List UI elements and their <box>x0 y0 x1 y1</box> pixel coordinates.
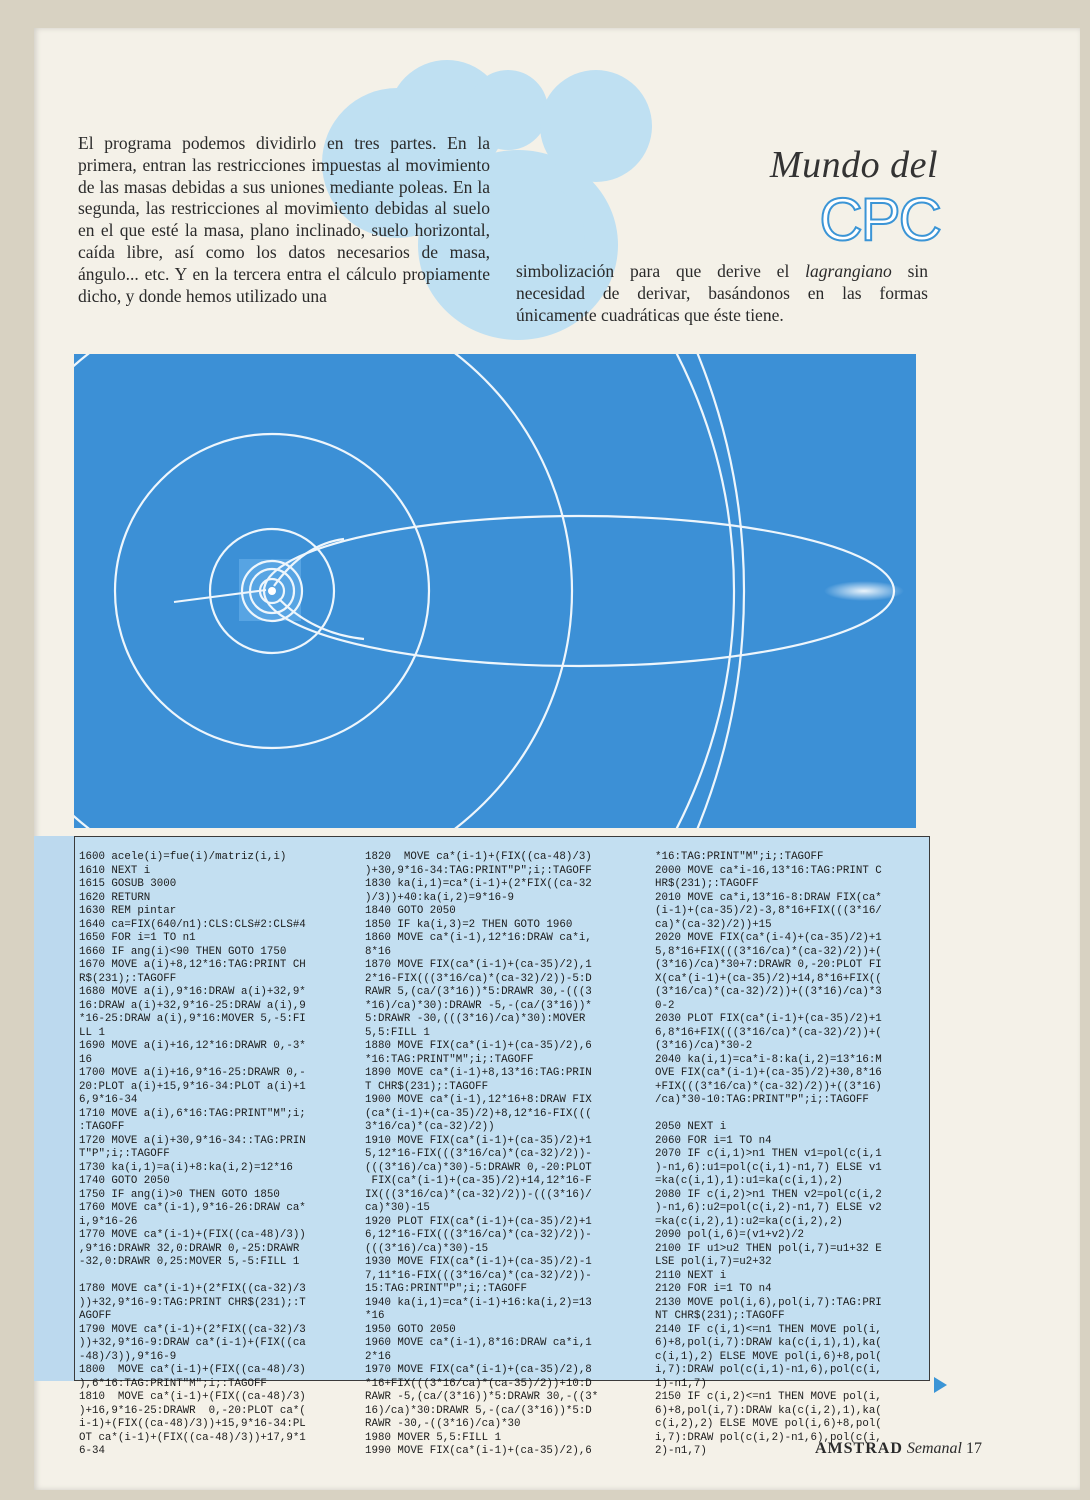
section-title: Mundo del <box>769 144 938 186</box>
magazine-edition: Semanal <box>906 1440 962 1457</box>
orbit-rings <box>74 354 894 828</box>
orbit-graphic <box>74 354 916 828</box>
continue-arrow-icon <box>934 1377 947 1393</box>
code-column-2: 1820 MOVE ca*(i-1)+(FIX((ca-48)/3) )+30,9*16-34:TAG:PRINT"P";i;:TAGOFF 1830 ka(i,1)=ca*(i-1)+(2*FIX((ca-32 )/3))+40:ka(i,2)=9*16-9 1840 GOTO 2050 1850 IF ka(i,3)=2 THEN GOTO 1960 1860 MOVE ca*(i-1),12*16:DRAW ca*i, 8*16 1870 MOVE FIX(ca*(i-1)+(ca-35)/2),1 2*16-FIX(((3*16/ca)*(ca-32)/2))-5:D RAWR 5,(ca/(3*16))*5:DRAWR 30,-(((3 *16)/ca)*30):DRAWR -5,-(ca/(3*16))* 5:DRAWR -30,(((3*16)/ca)*30):MOVER 5,5:FILL 1 1880 MOVE FIX(ca*(i-1)+(ca-35)/2),6 *16:TAG:PRINT"M";i;:TAGOFF 1890 MOVE ca*(i-1)+8,13*16:TAG:PRIN T CHR$(231);:TAGOFF 1900 MOVE ca*(i-1),12*16+8:DRAW FIX (ca*(i-1)+(ca-35)/2)+8,12*16-FIX((( 3*16/ca)*(ca-32)/2)) 1910 MOVE FIX(ca*(i-1)+(ca-35)/2)+1 5,12*16-FIX(((3*16/ca)*(ca-32)/2))- (((3*16)/ca)*30)-5:DRAWR 0,-20:PLOT FIX(ca*(i-1)+(ca-35)/2)+14,12*16-F IX(((3*16/ca)*(ca-32)/2))-(((3*16)/ ca)*30)-15 1920 PLOT FIX(ca*(i-1)+(ca-35)/2)+1 6,12*16-FIX(((3*16/ca)*(ca-32)/2))- (((3*16)/ca)*30)-15 1930 MOVE FIX(ca*(i-1)+(ca-35)/2)-1 7,11*16-FIX(((3*16/ca)*(ca-32)/2))- 15:TAG:PRINT"P";i;:TAGOFF 1940 ka(i,1)=ca*(i-1)+16:ka(i,2)=13 *16 1950 GOTO 2050 1960 MOVE ca*(i-1),8*16:DRAW ca*i,1 2*16 1970 MOVE FIX(ca*(i-1)+(ca-35)/2),8 *16+FIX(((3*16/ca)*(ca-35)/2))+10:D RAWR -5,(ca/(3*16))*5:DRAWR 30,-((3* 16)/ca)*30:DRAWR 5,-(ca/(3*16))*5:D RAWR -30,-((3*16)/ca)*30 1980 MOVER 5,5:FILL 1 1990 MOVE FIX(ca*(i-1)+(ca-35)/2),6 <box>365 851 599 1457</box>
intro-right-start: simbolización para que derive el <box>516 261 806 281</box>
intro-text-left: El programa podemos dividirlo en tres partes. En la primera, entran las restricciones impuestas al movimiento de las masas debidas a sus uniones mediante poleas. En la segunda, las restricciones al movimiento debidas al suelo en el que esté la masa, plano inclinado, suelo horizontal, caída libre, así como los datos necesarios de masa, ángulo... etc. Y en la tercera entra el cálculo propiamente dicho, y donde hemos utilizado una <box>78 133 490 306</box>
code-column-1: 1600 acele(i)=fue(i)/matriz(i,i) 1610 NEXT i 1615 GOSUB 3000 1620 RETURN 1630 REM pintar 1640 ca=FIX(640/n1):CLS:CLS#2:CLS#4 1650 FOR i=1 TO n1 1660 IF ang(i)<90 THEN GOTO 1750 1670 MOVE a(i)+8,12*16:TAG:PRINT CH R$(231);:TAGOFF 1680 MOVE a(i),9*16:DRAW a(i)+32,9* 16:DRAW a(i)+32,9*16-25:DRAW a(i),9 *16-25:DRAW a(i),9*16:MOVER 5,-5:FI LL 1 1690 MOVE a(i)+16,12*16:DRAWR 0,-3* 16 1700 MOVE a(i)+16,9*16-25:DRAWR 0,- 20:PLOT a(i)+15,9*16-34:PLOT a(i)+1 6,9*16-34 1710 MOVE a(i),6*16:TAG:PRINT"M";i; :TAGOFF 1720 MOVE a(i)+30,9*16-34::TAG:PRIN T"P";i;:TAGOFF 1730 ka(i,1)=a(i)+8:ka(i,2)=12*16 1740 GOTO 2050 1750 IF ang(i)>0 THEN GOTO 1850 1760 MOVE ca*(i-1),9*16-26:DRAW ca* i,9*16-26 1770 MOVE ca*(i-1)+(FIX((ca-48)/3)) ,9*16:DRAWR 32,0:DRAWR 0,-25:DRAWR -32,0:DRAWR 0,25:MOVER 5,-5:FILL 1 1780 MOVE ca*(i-1)+(2*FIX((ca-32)/3 ))+32,9*16-9:TAG:PRINT CHR$(231);:T AGOFF 1790 MOVE ca*(i-1)+(2*FIX((ca-32)/3 ))+32,9*16-9:DRAW ca*(i-1)+(FIX((ca -48)/3)),9*16-9 1800 MOVE ca*(i-1)+(FIX((ca-48)/3) ),6*16:TAG:PRINT"M";i;:TAGOFF 1810 MOVE ca*(i-1)+(FIX((ca-48)/3) )+16,9*16-25:DRAWR 0,-20:PLOT ca*( i-1)+(FIX((ca-48)/3))+15,9*16-34:PL OT ca*(i-1)+(FIX((ca-48)/3))+17,9*1 6-34 <box>79 851 306 1457</box>
listing-side-strip <box>34 836 74 1381</box>
lagrangiano-term: lagrangiano <box>805 261 892 281</box>
intro-right-end: sin necesidad de derivar, basándonos en las formas únicamente cuadráticas que éste tiene. <box>516 261 928 325</box>
orbit-illustration <box>74 354 916 828</box>
page-footer <box>815 1440 982 1458</box>
bubble-shape <box>540 70 652 182</box>
code-column-3: *16:TAG:PRINT"M";i;:TAGOFF 2000 MOVE ca*i-16,13*16:TAG:PRINT C HR$(231);:TAGOFF 2010 MOVE ca*i,13*16-8:DRAW FIX(ca* (i-1)+(ca-35)/2)-3,8*16+FIX(((3*16/ ca)*(ca-32)/2))+15 2020 MOVE FIX(ca*(i-4)+(ca-35)/2)+1 5,8*16+FIX(((3*16/ca)*(ca-32)/2))+( (3*16)/ca)*30+7:DRAWR 0,-20:PLOT FI X(ca*(i-1)+(ca-35)/2)+14,8*16+FIX(( (3*16/ca)*(ca-32)/2))+((3*16)/ca)*3 0-2 2030 PLOT FIX(ca*(i-1)+(ca-35)/2)+1 6,8*16+FIX(((3*16/ca)*(ca-32)/2))+( (3*16)/ca)*30-2 2040 ka(i,1)=ca*i-8:ka(i,2)=13*16:M OVE FIX(ca*(i-1)+(ca-35)/2)+30,8*16 +FIX(((3*16/ca)*(ca-32)/2))+((3*16) /ca)*30-10:TAG:PRINT"P";i;:TAGOFF 2050 NEXT i 2060 FOR i=1 TO n4 2070 IF c(i,1)>n1 THEN v1=pol(c(i,1 )-n1,6):u1=pol(c(i,1)-n1,7) ELSE v1 =ka(c(i,1),1):u1=ka(c(i,1),2) 2080 IF c(i,2)>n1 THEN v2=pol(c(i,2 )-n1,6):u2=pol(c(i,2)-n1,7) ELSE v2 =ka(c(i,2),1):u2=ka(c(i,2),2) 2090 pol(i,6)=(v1+v2)/2 2100 IF u1>u2 THEN pol(i,7)=u1+32 E LSE pol(i,7)=u2+32 2110 NEXT i 2120 FOR i=1 TO n4 2130 MOVE pol(i,6),pol(i,7):TAG:PRI NT CHR$(231);:TAGOFF 2140 IF c(i,1)<=n1 THEN MOVE pol(i, 6)+8,pol(i,7):DRAW ka(c(i,1),1),ka( c(i,1),2) ELSE MOVE pol(i,6)+8,pol( i,7):DRAW pol(c(i,1)-n1,6),pol(c(i, 1)-n1,7) 2150 IF c(i,2)<=n1 THEN MOVE pol(i, 6)+8,pol(i,7):DRAW ka(c(i,2),1),ka( c(i,2),2) ELSE MOVE pol(i,6)+8,pol( i,7):DRAW pol(c(i,2)-n1,6),pol(c(i, 2)-n1,7) <box>655 851 882 1457</box>
comet-glow <box>824 581 904 601</box>
cpc-logo: CPC <box>819 186 940 253</box>
magazine-name: AMSTRAD <box>815 1440 903 1457</box>
center-body <box>268 587 276 595</box>
intro-text-right <box>516 261 928 326</box>
page-number: 17 <box>966 1440 982 1457</box>
